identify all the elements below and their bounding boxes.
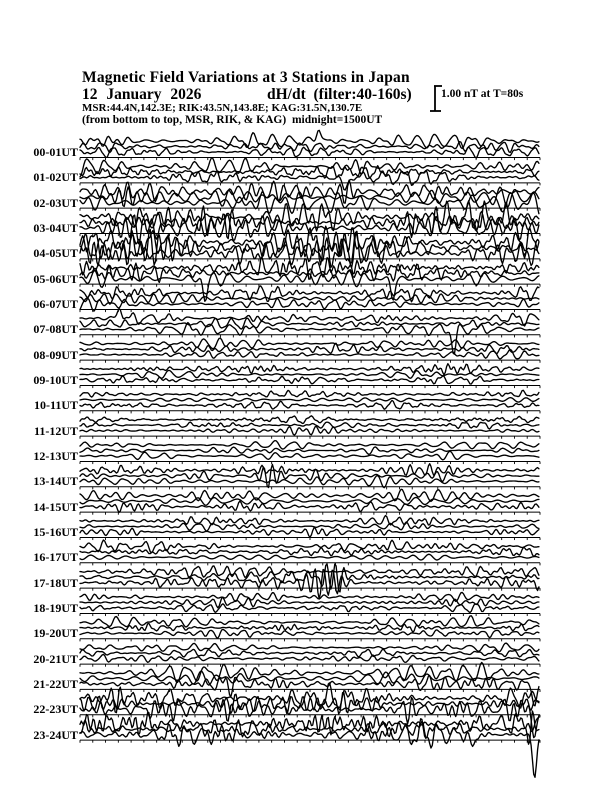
hour-row-label: 06-07UT	[33, 296, 78, 311]
hour-row-label: 16-17UT	[33, 550, 78, 565]
hour-row-label: 09-10UT	[33, 372, 78, 387]
hour-row-label: 14-15UT	[33, 499, 78, 514]
hour-row-label: 19-20UT	[33, 626, 78, 641]
hour-row-label: 08-09UT	[33, 347, 78, 362]
hour-row-label: 07-08UT	[33, 322, 78, 337]
hour-row-label: 02-03UT	[33, 195, 78, 210]
hour-row-label: 17-18UT	[33, 575, 78, 590]
hour-row-label: 00-01UT	[33, 145, 78, 159]
hour-row-label: 05-06UT	[33, 271, 78, 286]
hour-row-label: 18-19UT	[33, 600, 78, 615]
hour-row-label: 11-12UT	[33, 423, 78, 438]
chart-date: 12 January 2026	[82, 86, 202, 103]
hour-row-label: 03-04UT	[33, 220, 78, 235]
chart-quantity-filter: dH/dt (filter:40-160s)	[267, 86, 412, 103]
hour-row-label: 04-05UT	[33, 246, 78, 261]
trace-order-note: (from bottom to top, MSR, RIK, & KAG) midnight=1500UT	[82, 114, 383, 126]
station-coordinates: MSR:44.4N,142.3E; RIK:43.5N,143.8E; KAG:31.5N,130.7E	[82, 102, 363, 114]
chart-title: Magnetic Field Variations at 3 Stations in Japan	[82, 69, 410, 86]
scale-bar-label: 1.00 nT at T=80s	[441, 88, 524, 100]
hour-row-label: 22-23UT	[33, 702, 78, 717]
hour-row-label: 20-21UT	[33, 651, 78, 666]
hour-row-label: 12-13UT	[33, 448, 78, 463]
hour-row-label: 10-11UT	[33, 398, 78, 413]
hour-row-label: 21-22UT	[33, 676, 78, 691]
hour-row-label: 15-16UT	[33, 524, 78, 539]
hour-row-label: 13-14UT	[33, 474, 78, 489]
hour-row-label: 01-02UT	[33, 170, 78, 185]
hour-row-label: 23-24UT	[33, 727, 78, 742]
